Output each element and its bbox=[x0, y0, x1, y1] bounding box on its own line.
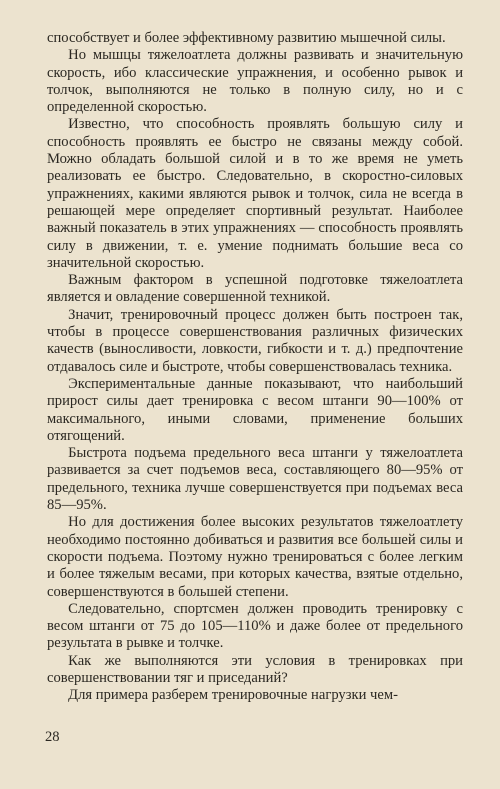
paragraph-9: Следовательно, спортсмен должен проводить тренировку с весом штанги от 75 до 105—110% и даже более от предельного результата в рывке и толчке. bbox=[47, 600, 463, 652]
body-text bbox=[47, 30, 463, 705]
paragraph-6: Экспериментальные данные показывают, что наибольший прирост силы дает тренировка с весом штанги 90—100% от максимального, иными словами, применение больших отягощений. bbox=[47, 375, 463, 444]
paragraph-2: Но мышцы тяжелоатлета должны развивать и значительную скорость, ибо классические упражнения, и особенно рывок и толчок, выполняются не только в полную силу, но и с определенной скоростью. bbox=[47, 47, 463, 116]
page-number: 28 bbox=[45, 729, 60, 745]
paragraph-5: Значит, тренировочный процесс должен быть построен так, чтобы в процессе совершенствования различных физических качеств (выносливости, ловкости, гибкости и т. д.) предпочтение отдавалось силе и быстроте, чтобы совершенствовалась техника. bbox=[47, 306, 463, 375]
paragraph-1: способствует и более эффективному развитию мышечной силы. bbox=[47, 30, 446, 46]
paragraph-7: Быстрота подъема предельного веса штанги у тяжелоатлета развивается за счет подъемов веса, составляющего 80—95% от предельного, техника лучше совершенствуется при подъемах веса 85—95%. bbox=[47, 445, 463, 514]
paragraph-10: Как же выполняются эти условия в тренировках при совершенствовании тяг и приседаний? bbox=[47, 652, 463, 686]
paragraph-4: Важным фактором в успешной подготовке тяжелоатлета является и овладение совершенной техникой. bbox=[47, 272, 463, 306]
paragraph-3: Известно, что способность проявлять большую силу и способность проявлять ее быстро не связаны между собой. Можно обладать большой силой и в то же время не уметь реализовать ее быстро. Следовательно, в скоростно-силовых упражнениях, какими являются рывок и толчок, сила не всегда в решающей мере определяет спортивный результат. Наиболее важный показатель в этих упражнениях — способность проявлять силу в движении, т. е. умение поднимать большие веса со значительной скоростью. bbox=[47, 116, 463, 271]
paragraph-11: Для примера разберем тренировочные нагрузки чем- bbox=[68, 687, 398, 704]
paragraph-8: Но для достижения более высоких результатов тяжелоатлету необходимо постоянно добиваться и развития все большей силы и скорости подъема. Поэтому нужно тренироваться с более легким и более тяжелым весами, при которых качества, взятые отдельно, совершенствуются в большей степени. bbox=[47, 514, 463, 600]
